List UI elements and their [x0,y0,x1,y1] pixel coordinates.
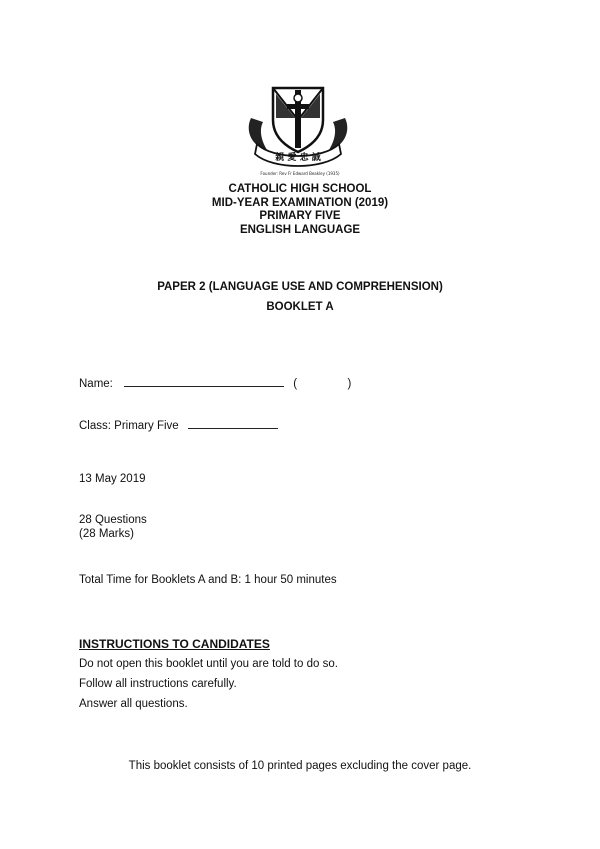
crest-banner-text: Founder: Rev Fr Edward Beakley (1935) [260,171,340,176]
instruction-item: Answer all questions. [79,698,188,710]
crest-motto: 親 愛 忠 誠 [275,153,321,163]
paper-title: PAPER 2 (LANGUAGE USE AND COMPREHENSION) [157,281,443,293]
subject: ENGLISH LANGUAGE [239,223,361,236]
class-label: Class: Primary Five [79,420,179,432]
question-count [79,513,147,541]
questions-text: 28 Questions [79,514,147,526]
exam-date: 13 May 2019 [79,473,146,485]
name-label: Name: [79,378,113,390]
class-row [79,419,278,433]
exam-name: MID-YEAR EXAMINATION (2019) [211,196,389,209]
exam-header [0,183,600,237]
school-crest-logo [243,80,353,180]
instruction-item: Follow all instructions carefully. [79,678,237,690]
booklet-page-note: This booklet consists of 10 printed pages excluding the cover page. [128,760,472,772]
total-time: Total Time for Booklets A and B: 1 hour 50 minutes [79,574,337,586]
paper-header [0,277,600,317]
marks-text: (28 Marks) [79,528,134,540]
level: PRIMARY FIVE [259,210,341,222]
name-row [79,377,351,391]
index-paren-open: ( [293,378,298,390]
index-paren-close: ) [347,378,352,390]
instructions-heading: INSTRUCTIONS TO CANDIDATES [79,637,270,651]
instruction-item: Do not open this booklet until you are told to do so. [79,658,338,670]
cross-bar [287,104,309,109]
booklet-label: BOOKLET A [266,301,334,313]
school-name: CATHOLIC HIGH SCHOOL [228,183,372,195]
class-field[interactable] [188,428,278,429]
crest-emblem [294,94,302,102]
name-field[interactable] [124,386,284,387]
instructions [79,634,338,714]
